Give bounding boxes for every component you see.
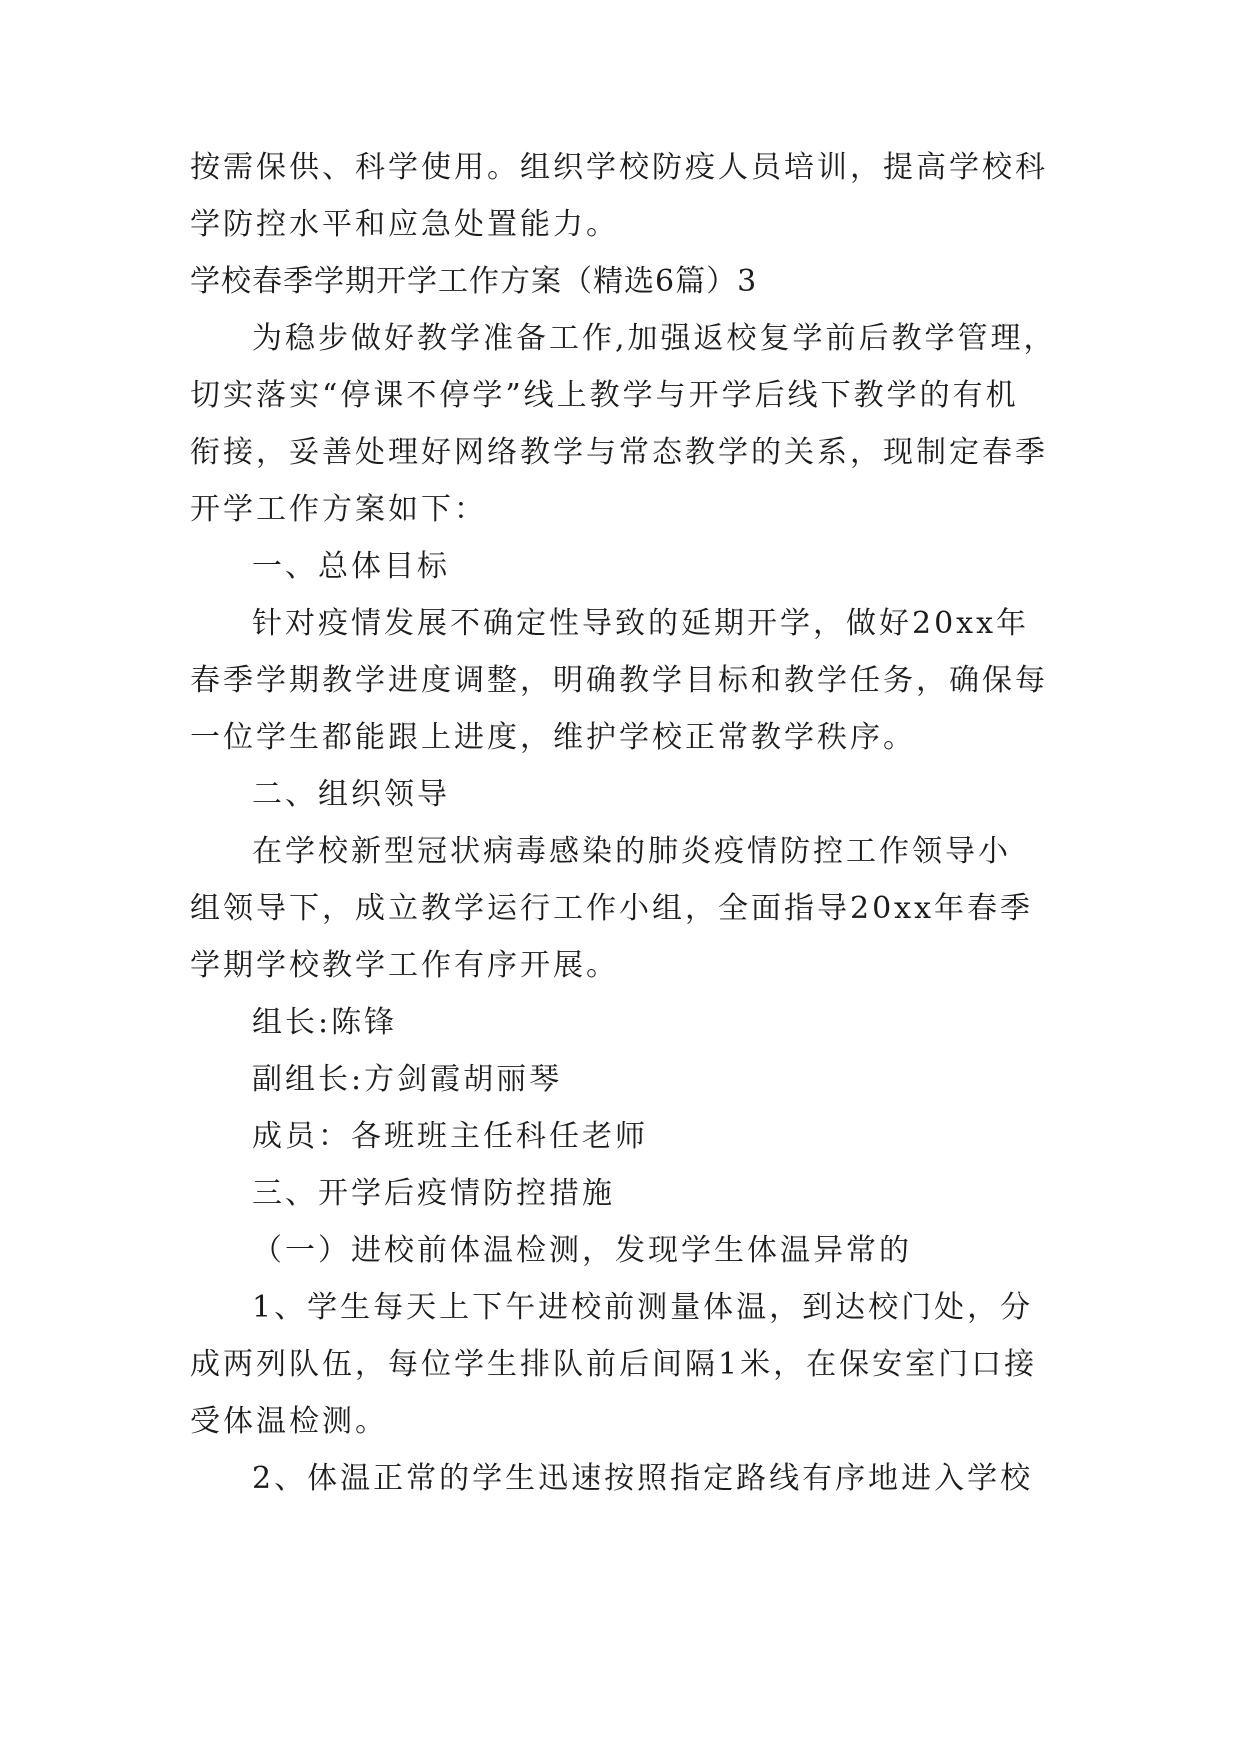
- paragraph-line: 受体温检测。: [190, 1404, 388, 1439]
- paragraph-line: 按需保供、科学使用。组织学校防疫人员培训，提高学校科: [190, 150, 1048, 185]
- paragraph-line: 春季学期教学进度调整，明确教学目标和教学任务，确保每: [190, 663, 1048, 698]
- section-title: 学校春季学期开学工作方案（精选6篇）3: [190, 264, 758, 299]
- paragraph-line: 为稳步做好教学准备工作,加强返校复学前后教学管理，: [252, 321, 1057, 356]
- paragraph-line: 针对疫情发展不确定性导致的延期开学，做好20xx年: [252, 606, 1030, 641]
- paragraph-line: 成两列队伍，每位学生排队前后间隔1米，在保安室门口接: [190, 1347, 1038, 1382]
- paragraph-line: 1、学生每天上下午进校前测量体温，到达校门处，分: [252, 1290, 1034, 1325]
- heading-prevention-measures: 三、开学后疫情防控措施: [252, 1176, 615, 1211]
- members-line: 成员：各班班主任科任老师: [252, 1119, 648, 1154]
- subheading-temperature-check: （一）进校前体温检测，发现学生体温异常的: [252, 1233, 912, 1268]
- paragraph-line: 一位学生都能跟上进度，维护学校正常教学秩序。: [190, 720, 916, 755]
- paragraph-line: 组领导下，成立教学运行工作小组，全面指导20xx年春季: [190, 891, 1034, 926]
- paragraph-line: 衔接，妥善处理好网络教学与常态教学的关系，现制定春季: [190, 435, 1048, 470]
- heading-overall-goal: 一、总体目标: [252, 549, 450, 584]
- paragraph-line: 学防控水平和应急处置能力。: [190, 207, 619, 242]
- paragraph-line: 开学工作方案如下：: [190, 492, 487, 527]
- paragraph-line: 学期学校教学工作有序开展。: [190, 948, 619, 983]
- paragraph-line: 切实落实“停课不停学”线上教学与开学后线下教学的有机: [190, 378, 1019, 413]
- heading-organization: 二、组织领导: [252, 777, 450, 812]
- paragraph-line: 在学校新型冠状病毒感染的肺炎疫情防控工作领导小: [252, 834, 1011, 869]
- leader-line: 组长:陈锋: [252, 1005, 398, 1040]
- deputy-leader-line: 副组长:方剑霞胡丽琴: [252, 1062, 563, 1097]
- paragraph-line: 2、体温正常的学生迅速按照指定路线有序地进入学校: [252, 1461, 1034, 1496]
